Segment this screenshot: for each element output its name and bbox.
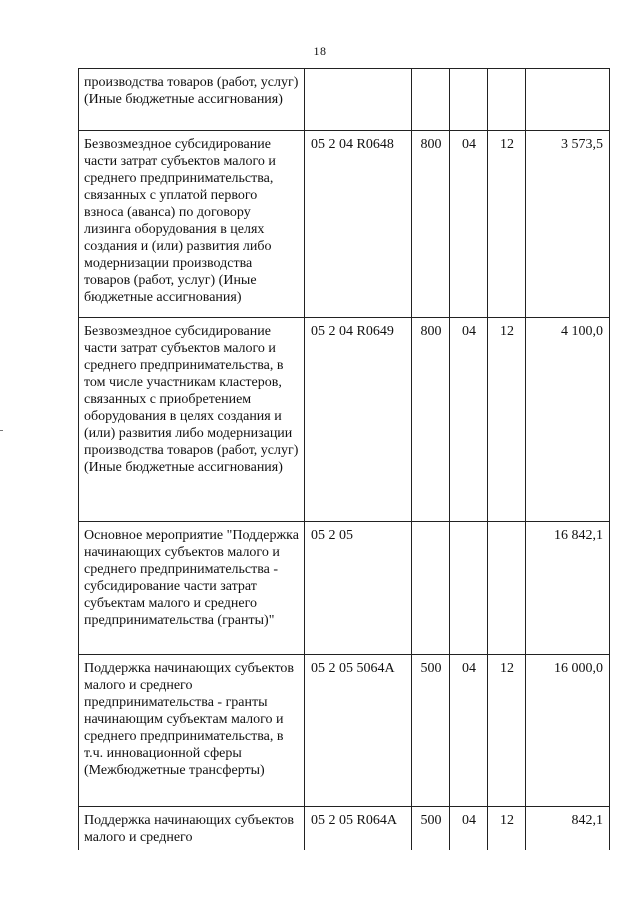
cell-pr <box>488 522 526 655</box>
table-row <box>79 69 610 131</box>
cell-rz: 04 <box>450 807 488 851</box>
cell-sum: 16 000,0 <box>526 655 610 807</box>
cell-sum <box>526 69 610 131</box>
cell-vr: 500 <box>412 807 450 851</box>
cell-name: Безвозмездное субсидирование части затрат субъектов малого и среднего предпринимательства, связанных с уплатой первого взноса (аванса) по договору лизинга оборудования в целях создания и (или) развития либо модернизации производства товаров (работ, услуг) (Иные бюджетные ассигнования) <box>79 131 305 318</box>
cell-rz <box>450 522 488 655</box>
cell-vr: 800 <box>412 318 450 522</box>
table-row <box>79 131 610 318</box>
table-row <box>79 522 610 655</box>
cell-vr <box>412 522 450 655</box>
cell-vr: 500 <box>412 655 450 807</box>
cell-code: 05 2 05 <box>305 522 412 655</box>
cell-code: 05 2 04 R0649 <box>305 318 412 522</box>
scan-margin-mark <box>0 430 3 431</box>
cell-code: 05 2 05 5064А <box>305 655 412 807</box>
table-row <box>79 318 610 522</box>
cell-name: Поддержка начинающих субъектов малого и среднего <box>79 807 305 851</box>
cell-sum: 4 100,0 <box>526 318 610 522</box>
cell-sum: 842,1 <box>526 807 610 851</box>
cell-rz: 04 <box>450 131 488 318</box>
budget-table <box>78 68 610 850</box>
table-row <box>79 807 610 851</box>
page-number: 18 <box>313 44 327 58</box>
cell-pr: 12 <box>488 131 526 318</box>
cell-name: производства товаров (работ, услуг) (Иные бюджетные ассигнования) <box>79 69 305 131</box>
cell-name: Основное мероприятие "Поддержка начинающих субъектов малого и среднего предпринимательства - субсидирование части затрат субъектам малого и среднего предпринимательства (гранты)" <box>79 522 305 655</box>
cell-code <box>305 69 412 131</box>
cell-code: 05 2 04 R0648 <box>305 131 412 318</box>
cell-vr: 800 <box>412 131 450 318</box>
cell-sum: 16 842,1 <box>526 522 610 655</box>
cell-pr <box>488 69 526 131</box>
cell-name: Поддержка начинающих субъектов малого и среднего предпринимательства - гранты начинающим субъектам малого и среднего предпринимательства, в т.ч. инновационной сферы (Межбюджетные трансферты) <box>79 655 305 807</box>
cell-rz <box>450 69 488 131</box>
cell-pr: 12 <box>488 655 526 807</box>
cell-vr <box>412 69 450 131</box>
cell-rz: 04 <box>450 318 488 522</box>
cell-pr: 12 <box>488 318 526 522</box>
cell-pr: 12 <box>488 807 526 851</box>
cell-code: 05 2 05 R064А <box>305 807 412 851</box>
table-row <box>79 655 610 807</box>
cell-sum: 3 573,5 <box>526 131 610 318</box>
cell-name: Безвозмездное субсидирование части затрат субъектов малого и среднего предпринимательства, в том числе участникам кластеров, связанных с приобретением оборудования в целях создания и (или) развития либо модернизации производства товаров (работ, услуг) (Иные бюджетные ассигнования) <box>79 318 305 522</box>
cell-rz: 04 <box>450 655 488 807</box>
